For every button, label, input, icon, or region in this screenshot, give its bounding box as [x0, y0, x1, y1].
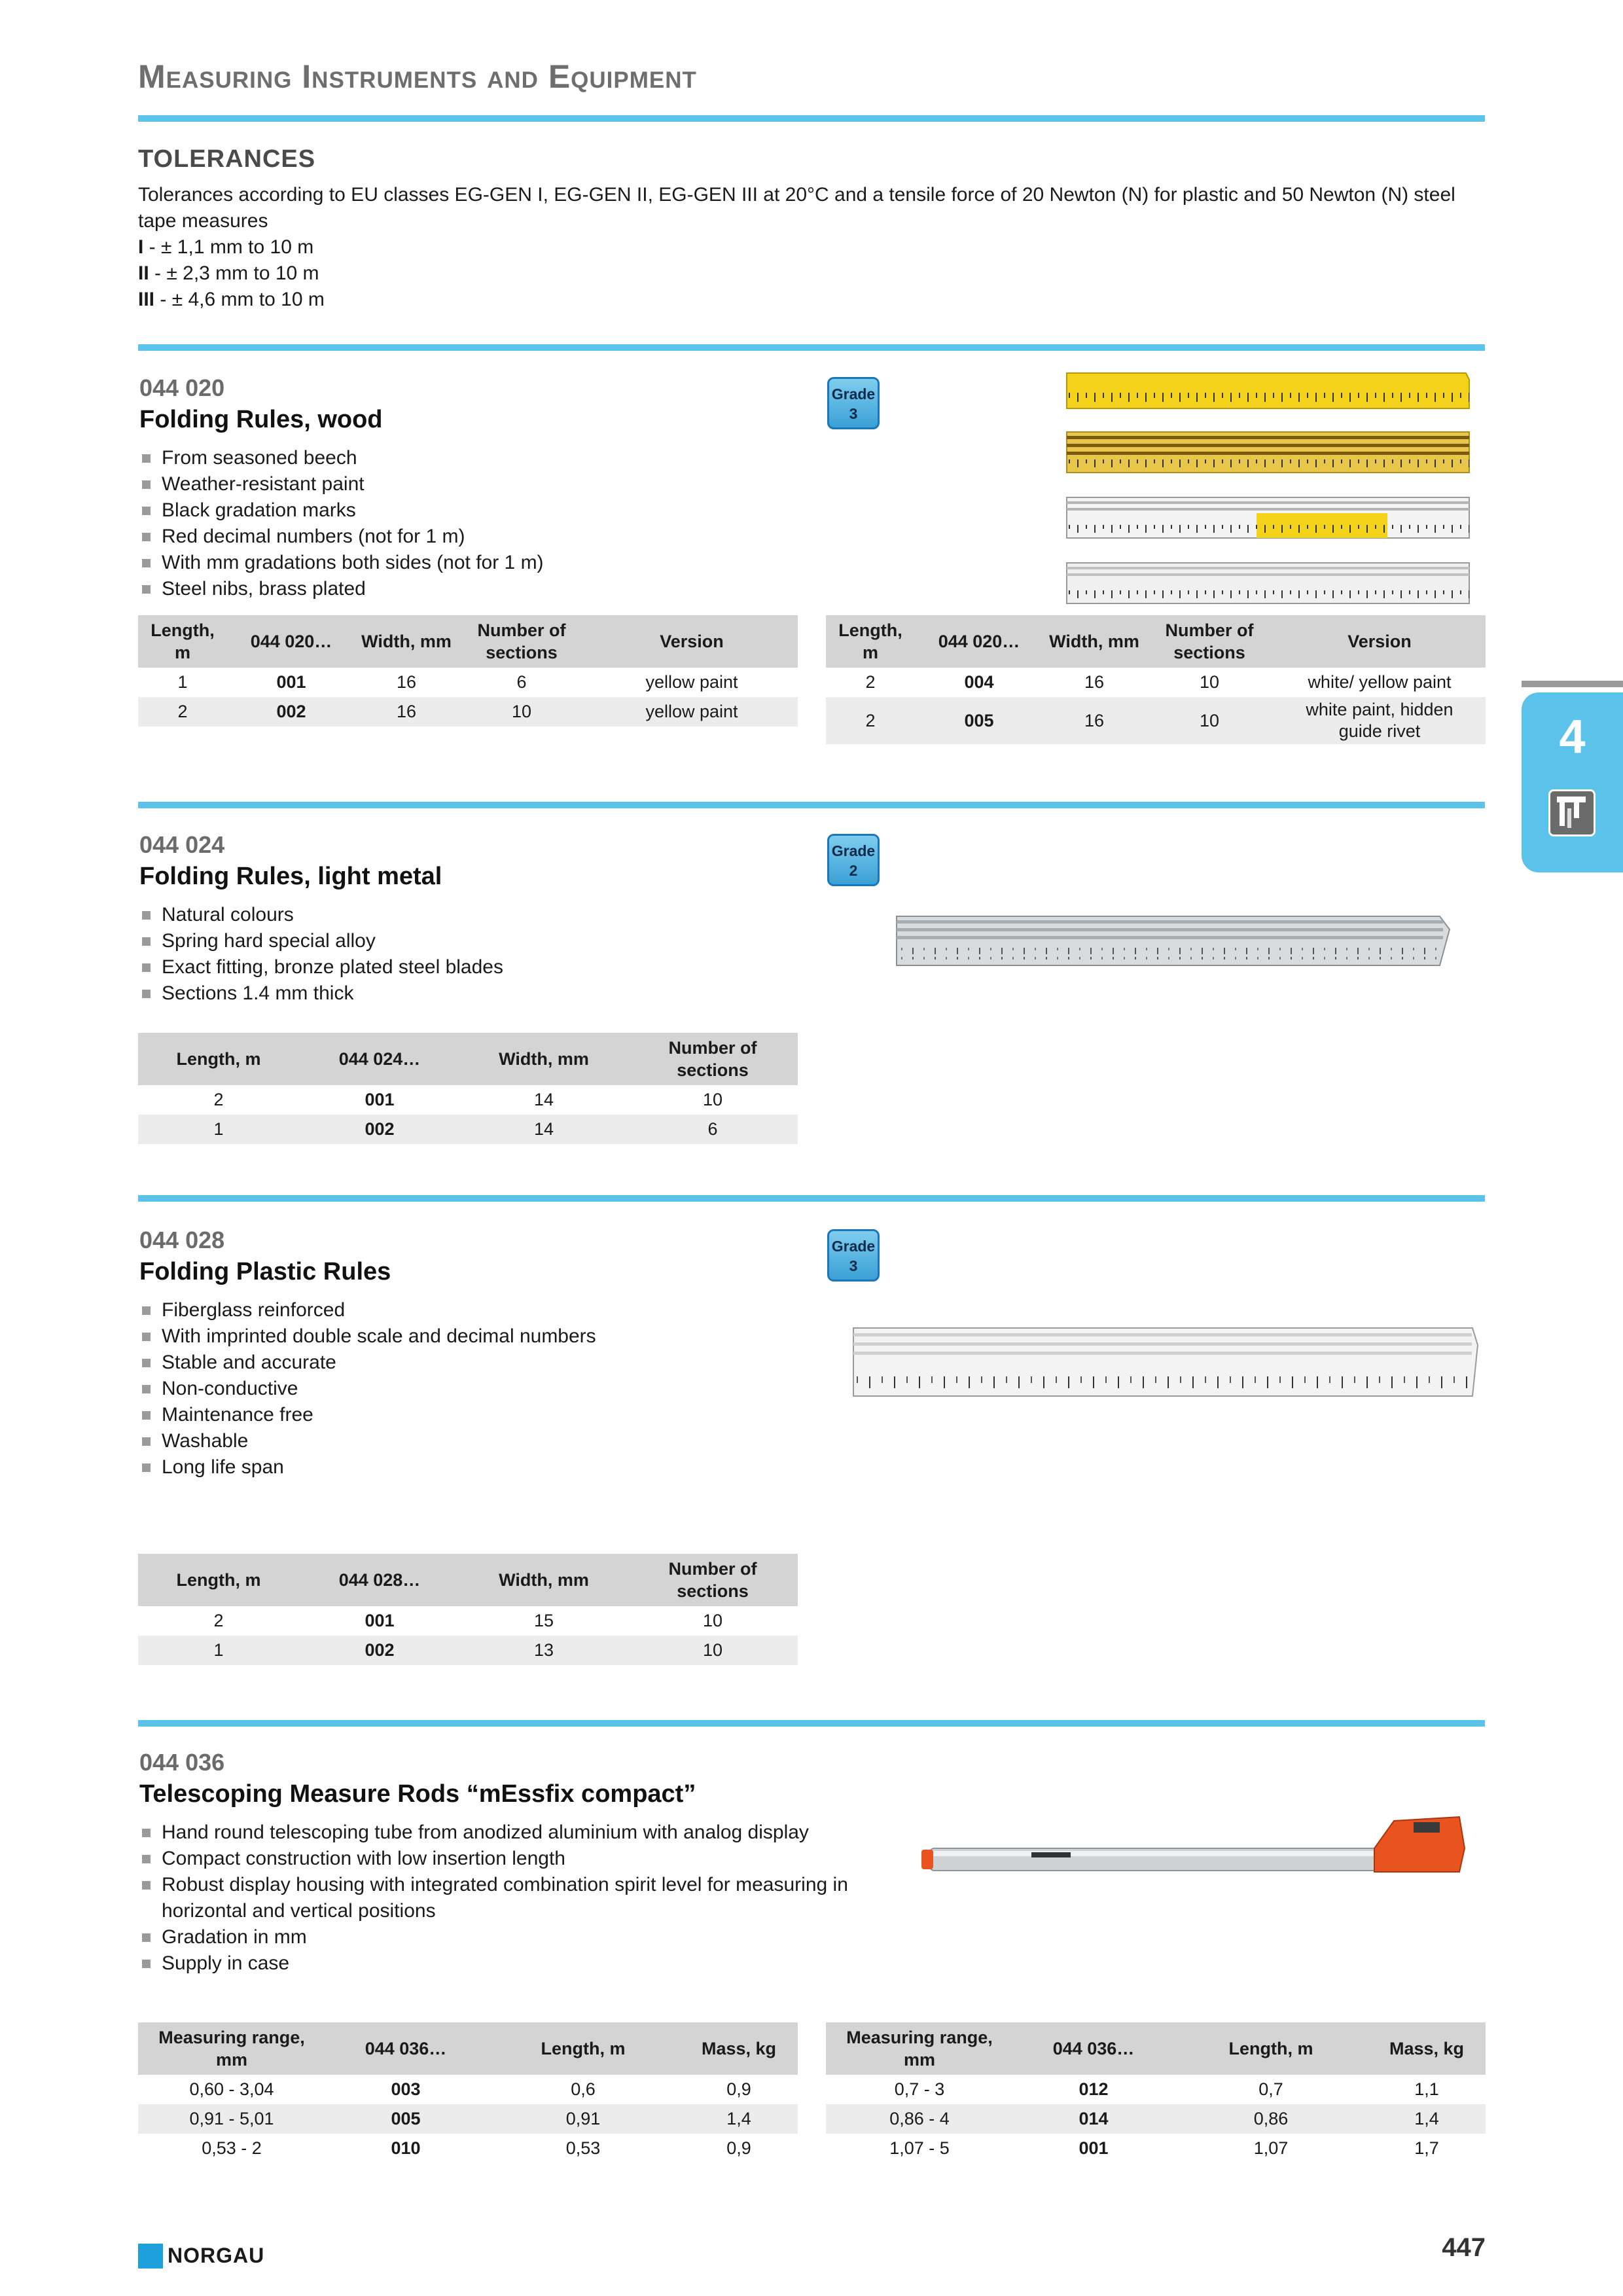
feature-list: [139, 902, 503, 1007]
table-row: [138, 2104, 798, 2134]
column-header: 044 036…: [1013, 2022, 1174, 2075]
table-cell: 14: [533, 1090, 554, 1109]
feature-item: Supply in case: [139, 1950, 872, 1977]
table-cell: 1,1: [1414, 2079, 1439, 2099]
table-cell: 0,86: [1174, 2104, 1368, 2134]
table-row: [138, 1085, 798, 1115]
table-cell: 6: [628, 1115, 798, 1144]
product-code: 044 024: [139, 831, 225, 858]
feature-item: Stable and accurate: [139, 1350, 596, 1376]
table-row: [138, 697, 798, 726]
page-number: 447: [1442, 2233, 1486, 2262]
table-cell: 010: [391, 2138, 421, 2158]
feature-item: Fiberglass reinforced: [139, 1297, 596, 1323]
table-header-row: [138, 2022, 798, 2075]
table-cell: 1,7: [1414, 2138, 1439, 2158]
table-cell: 1,4: [680, 2104, 798, 2134]
feature-item: Sections 1.4 mm thick: [139, 980, 503, 1007]
tolerance-class-value: - ± 1,1 mm to 10 m: [143, 236, 314, 258]
feature-item: Weather-resistant paint: [139, 471, 544, 497]
table-cell: 10: [628, 1636, 798, 1665]
table-cell: 10: [702, 1090, 723, 1109]
table-cell: 6: [516, 672, 527, 692]
table-cell: 16: [396, 672, 417, 692]
table-row: [138, 2134, 798, 2163]
feature-item: From seasoned beech: [139, 445, 544, 471]
table-cell: 001: [365, 1611, 395, 1630]
tolerances-text: [138, 182, 1486, 313]
tolerance-class-row: [138, 287, 1486, 313]
feature-list: [139, 1297, 596, 1480]
table-cell: 1,4: [1368, 2104, 1486, 2134]
grade-label: Grade: [831, 842, 876, 859]
chapter-number: 4: [1559, 711, 1586, 763]
brand-logo-square: [138, 2244, 163, 2269]
spec-table: [138, 2022, 798, 2163]
grade-label: Grade: [831, 386, 876, 403]
table-cell: 012: [1079, 2079, 1109, 2099]
table-cell: yellow paint: [645, 672, 738, 692]
grade-value: 2: [849, 862, 858, 879]
wood-rule-white-yellow: [1067, 497, 1469, 538]
section-rule: [138, 1720, 1485, 1727]
column-header: Number of sections: [1145, 615, 1274, 668]
table-row: [138, 668, 798, 697]
table-cell: 0,7: [1258, 2079, 1283, 2099]
table-cell: 0,91 - 5,01: [138, 2104, 325, 2134]
caliper-icon: [1548, 789, 1596, 836]
feature-item: Gradation in mm: [139, 1924, 872, 1950]
product-image-plastic-rule: [844, 1319, 1486, 1404]
column-header: Length, m: [138, 1554, 299, 1606]
column-header: Length, m: [1174, 2022, 1368, 2075]
tolerances-heading: TOLERANCES: [138, 145, 316, 173]
table-cell: 002: [227, 697, 355, 726]
table-row: [826, 2134, 1486, 2163]
table-cell: 1,07: [1253, 2138, 1289, 2158]
feature-item: With mm gradations both sides (not for 1 m): [139, 550, 544, 576]
tolerance-class-row: [138, 260, 1486, 287]
grade-value: 3: [849, 1257, 858, 1274]
grade-value: 3: [849, 405, 858, 422]
column-header: 044 024…: [299, 1033, 460, 1085]
column-header: 044 036…: [325, 2022, 486, 2075]
product-code: 044 036: [139, 1749, 225, 1776]
product-code: 044 020: [139, 374, 225, 401]
column-header: 044 020…: [915, 615, 1043, 668]
column-header: Number of sections: [628, 1554, 798, 1606]
column-header: Number of sections: [457, 615, 586, 668]
column-header: Width, mm: [355, 615, 457, 668]
table-cell: 1,07 - 5: [889, 2138, 950, 2158]
column-header: Length, m: [138, 1033, 299, 1085]
spec-table: [826, 2022, 1486, 2163]
grade-badge: [827, 377, 880, 429]
tolerance-class-label: I: [138, 236, 144, 258]
table-header-row: [826, 2022, 1486, 2075]
table-cell: 0,9: [726, 2079, 751, 2099]
table-row: [826, 2104, 1486, 2134]
table-cell: 0,53: [565, 2138, 601, 2158]
feature-item: Robust display housing with integrated combination spirit level for measuring in horizontal and vertical positions: [139, 1872, 872, 1924]
table-cell: 001: [365, 1090, 395, 1109]
table-row: [826, 2075, 1486, 2104]
feature-item: Maintenance free: [139, 1402, 596, 1428]
tolerance-class-value: - ± 4,6 mm to 10 m: [154, 289, 325, 310]
table-cell: 0,91: [486, 2104, 680, 2134]
column-header: Number of sections: [628, 1033, 798, 1085]
feature-item: Long life span: [139, 1454, 596, 1480]
section-rule: [138, 1195, 1485, 1202]
table-cell: yellow paint: [586, 697, 798, 726]
table-row: [826, 668, 1486, 697]
table-cell: 10: [1145, 697, 1274, 744]
table-row: [138, 1115, 798, 1144]
table-cell: 16: [1084, 672, 1105, 692]
table-row: [826, 697, 1486, 744]
grade-badge: [827, 834, 880, 886]
table-cell: white/ yellow paint: [1308, 672, 1452, 692]
column-header: Version: [1274, 615, 1486, 668]
tolerance-class-label: II: [138, 262, 149, 284]
page-title: Measuring Instruments and Equipment: [138, 58, 697, 95]
table-cell: 0,86 - 4: [826, 2104, 1013, 2134]
product-title: Folding Rules, wood: [139, 406, 383, 433]
feature-list: [139, 445, 544, 602]
column-header: Length, m: [138, 615, 227, 668]
spec-table: [138, 1033, 798, 1144]
table-header-row: [138, 1554, 798, 1606]
table-cell: 15: [533, 1611, 554, 1630]
table-cell: 2: [138, 697, 227, 726]
grade-badge: [827, 1229, 880, 1282]
brand-name: NORGAU: [168, 2244, 265, 2267]
table-cell: 005: [325, 2104, 486, 2134]
table-cell: 0,7 - 3: [894, 2079, 945, 2099]
table-cell: 10: [457, 697, 586, 726]
wood-rule-yellow-folded: [1067, 432, 1469, 473]
table-cell: 014: [1013, 2104, 1174, 2134]
feature-item: Red decimal numbers (not for 1 m): [139, 524, 544, 550]
spec-table: [138, 1554, 798, 1665]
table-cell: 002: [299, 1636, 460, 1665]
grade-label: Grade: [831, 1238, 876, 1255]
table-cell: 004: [964, 672, 994, 692]
table-cell: 005: [915, 697, 1043, 744]
column-header: Length, m: [826, 615, 915, 668]
table-row: [138, 1606, 798, 1636]
product-image-wood-rules: [1060, 367, 1479, 609]
table-cell: 2: [865, 672, 876, 692]
feature-item: Exact fitting, bronze plated steel blades: [139, 954, 503, 980]
feature-item: With imprinted double scale and decimal numbers: [139, 1323, 596, 1350]
table-cell: 16: [355, 697, 457, 726]
feature-item: Steel nibs, brass plated: [139, 576, 544, 602]
column-header: 044 020…: [227, 615, 355, 668]
table-cell: 0,6: [571, 2079, 596, 2099]
table-cell: 2: [213, 1611, 224, 1630]
table-cell: 003: [391, 2079, 421, 2099]
column-header: Mass, kg: [1368, 2022, 1486, 2075]
column-header: Width, mm: [460, 1554, 628, 1606]
column-header: Width, mm: [460, 1033, 628, 1085]
column-header: Mass, kg: [680, 2022, 798, 2075]
table-cell: 10: [702, 1611, 723, 1630]
tolerance-class-row: [138, 234, 1486, 260]
table-cell: 16: [1043, 697, 1145, 744]
chapter-tab-marker: [1522, 681, 1623, 687]
table-cell: 1: [138, 1115, 299, 1144]
feature-item: Washable: [139, 1428, 596, 1454]
table-cell: 2: [826, 697, 915, 744]
feature-item: Black gradation marks: [139, 497, 544, 524]
table-row: [138, 2075, 798, 2104]
column-header: Measuring range, mm: [826, 2022, 1013, 2075]
feature-item: Spring hard special alloy: [139, 928, 503, 954]
table-cell: 002: [299, 1115, 460, 1144]
table-cell: 13: [460, 1636, 628, 1665]
table-cell: white paint, hidden guide rivet: [1274, 697, 1486, 744]
tolerance-class-value: - ± 2,3 mm to 10 m: [149, 262, 319, 284]
table-cell: 10: [1199, 672, 1220, 692]
table-cell: 001: [1079, 2138, 1109, 2158]
table-cell: 0,9: [726, 2138, 751, 2158]
column-header: Measuring range, mm: [138, 2022, 325, 2075]
product-image-telescoping-rod: [916, 1813, 1472, 1885]
wood-rule-white: [1067, 563, 1469, 603]
feature-list: [139, 1820, 872, 1977]
product-title: Folding Plastic Rules: [139, 1258, 391, 1285]
column-header: Length, m: [486, 2022, 680, 2075]
table-cell: 2: [213, 1090, 224, 1109]
table-cell: 14: [460, 1115, 628, 1144]
table-cell: 0,60 - 3,04: [189, 2079, 274, 2099]
table-row: [138, 1636, 798, 1665]
spec-table: [826, 615, 1486, 744]
product-title: Telescoping Measure Rods “mEssfix compact”: [139, 1780, 696, 1808]
tolerances-intro: Tolerances according to EU classes EG-GEN I, EG-GEN II, EG-GEN III at 20°C and a tensile force of 20 Newton (N) for plastic and 50 Newton (N) steel tape measures: [138, 184, 1455, 232]
column-header: Version: [586, 615, 798, 668]
wood-rule-yellow: [1067, 373, 1469, 408]
section-rule: [138, 802, 1485, 808]
table-cell: 1: [138, 1636, 299, 1665]
table-header-row: [138, 1033, 798, 1085]
column-header: 044 028…: [299, 1554, 460, 1606]
table-cell: 0,53 - 2: [202, 2138, 262, 2158]
feature-item: Hand round telescoping tube from anodized aluminium with analog display: [139, 1820, 872, 1846]
table-cell: 001: [276, 672, 306, 692]
feature-item: Compact construction with low insertion length: [139, 1846, 872, 1872]
feature-item: Natural colours: [139, 902, 503, 928]
table-cell: 1: [177, 672, 188, 692]
feature-item: Non-conductive: [139, 1376, 596, 1402]
table-header-row: [138, 615, 798, 668]
column-header: Width, mm: [1043, 615, 1145, 668]
product-code: 044 028: [139, 1227, 225, 1253]
product-title: Folding Rules, light metal: [139, 863, 442, 890]
header-rule: [138, 115, 1485, 122]
table-header-row: [826, 615, 1486, 668]
spec-table: [138, 615, 798, 726]
tolerance-class-label: III: [138, 289, 155, 310]
product-image-metal-rule: [890, 910, 1453, 975]
section-rule: [138, 344, 1485, 351]
